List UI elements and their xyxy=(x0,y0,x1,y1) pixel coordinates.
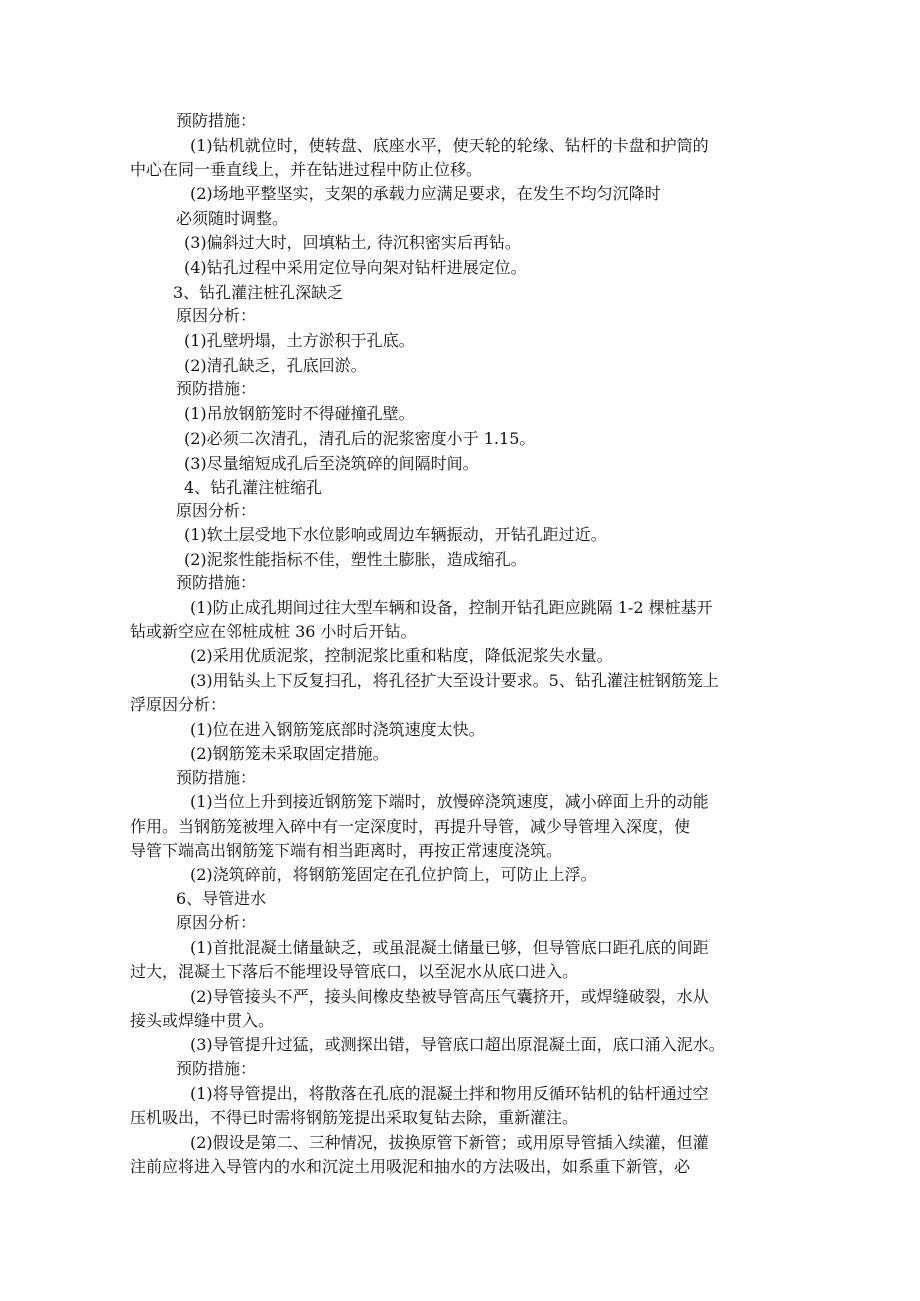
text-line: 过大，混凝土下落后不能埋设导管底口，以至泥水从底口进入。 xyxy=(130,962,579,981)
text-line: 钻或新空应在邻桩成桩 36 小时后开钻。 xyxy=(130,622,417,641)
text-line: 必须随时调整。 xyxy=(176,209,289,228)
text-line: (2)采用优质泥浆，控制泥浆比重和粘度，降低泥浆失水量。 xyxy=(190,646,613,665)
text-line: 原因分析： xyxy=(176,913,257,932)
text-line: 压机吸出，不得已时需将钢筋笼提出采取复钻去除，重新灌注。 xyxy=(130,1108,579,1127)
text-line: (1)当位上升到接近钢筋笼下端时，放慢碎浇筑速度，减小碎面上升的动能 xyxy=(190,792,709,811)
text-line: 预防措施： xyxy=(176,1059,257,1078)
text-line: (4)钻孔过程中采用定位导向架对钻杆进展定位。 xyxy=(184,258,527,277)
text-line: 预防措施： xyxy=(176,379,257,398)
text-line: (3)尽量缩短成孔后至浇筑碎的间隔时间。 xyxy=(184,454,479,473)
text-line: (2)钢筋笼未采取固定措施。 xyxy=(190,744,389,763)
text-line: (1)首批混凝土储量缺乏，或虽混凝土储量已够，但导管底口距孔底的间距 xyxy=(190,938,709,957)
section-heading: 6、导管进水 xyxy=(176,889,267,908)
text-line: (1)软土层受地下水位影响或周边车辆振动，开钻孔距过近。 xyxy=(184,525,607,544)
text-line: (2)必须二次清孔，清孔后的泥浆密度小于 1.15。 xyxy=(184,429,536,448)
text-line: 预防措施： xyxy=(176,768,257,787)
text-line: (1)防止成孔期间过往大型车辆和设备，控制开钻孔距应跳隔 1-2 棵桩基开 xyxy=(190,598,713,617)
text-line: (1)吊放钢筋笼时不得碰撞孔壁。 xyxy=(184,404,415,423)
text-line: (2)假设是第二、三种情况，拔换原管下新管；或用原导管插入续灌，但灌 xyxy=(190,1133,709,1152)
text-line: (2)泥浆性能指标不佳，塑性土膨胀，造成缩孔。 xyxy=(184,550,527,569)
text-line: 注前应将进入导管内的水和沉淀土用吸泥和抽水的方法吸出，如系重下新管，必 xyxy=(130,1157,691,1176)
text-line: (1)将导管提出，将散落在孔底的混凝土拌和物用反循环钻机的钻杆通过空 xyxy=(190,1084,709,1103)
text-line: (1)位在进入钢筋笼底部时浇筑速度太快。 xyxy=(190,720,485,739)
text-line: 中心在同一垂直线上，并在钻进过程中防止位移。 xyxy=(130,160,483,179)
text-line: (3)导管提升过猛，或测探出错，导管底口超出原混凝土面，底口涌入泥水。 xyxy=(190,1035,725,1054)
text-line: 预防措施： xyxy=(176,111,257,130)
text-line: 作用。当钢筋笼被埋入碎中有一定深度时，再提升导管，减少导管埋入深度，使 xyxy=(130,817,691,836)
text-line: (2)导管接头不严，接头间橡皮垫被导管高压气囊挤开，或焊缝破裂，水从 xyxy=(190,987,709,1006)
text-line: 原因分析： xyxy=(176,306,257,325)
text-line: 预防措施： xyxy=(176,573,257,592)
text-line: (2)场地平整坚实，支架的承载力应满足要求，在发生不均匀沉降时 xyxy=(190,184,661,203)
text-line: 原因分析： xyxy=(176,501,257,520)
text-line: (1)钻机就位时，使转盘、底座水平，使天轮的轮缘、钻杆的卡盘和护筒的 xyxy=(190,136,709,155)
text-line: 导管下端高出钢筋笼下端有相当距离时，再按正常速度浇筑。 xyxy=(130,841,563,860)
text-line: (1)孔壁坍塌，土方淤积于孔底。 xyxy=(184,331,415,350)
section-heading: 4、钻孔灌注桩缩孔 xyxy=(184,478,323,497)
text-line: 浮原因分析： xyxy=(130,695,227,714)
section-heading: 3、钻孔灌注桩孔深缺乏 xyxy=(173,283,344,302)
text-line: (3)偏斜过大时，回填粘土, 待沉积密实后再钻。 xyxy=(184,233,521,252)
text-line: (2)清孔缺乏，孔底回淤。 xyxy=(184,356,367,375)
text-line: 接头或焊缝中贯入。 xyxy=(130,1011,275,1030)
text-line: (2)浇筑碎前，将钢筋笼固定在孔位护筒上，可防止上浮。 xyxy=(190,865,597,884)
text-line: (3)用钻头上下反复扫孔，将孔径扩大至设计要求。5、钻孔灌注桩钢筋笼上 xyxy=(190,671,719,690)
